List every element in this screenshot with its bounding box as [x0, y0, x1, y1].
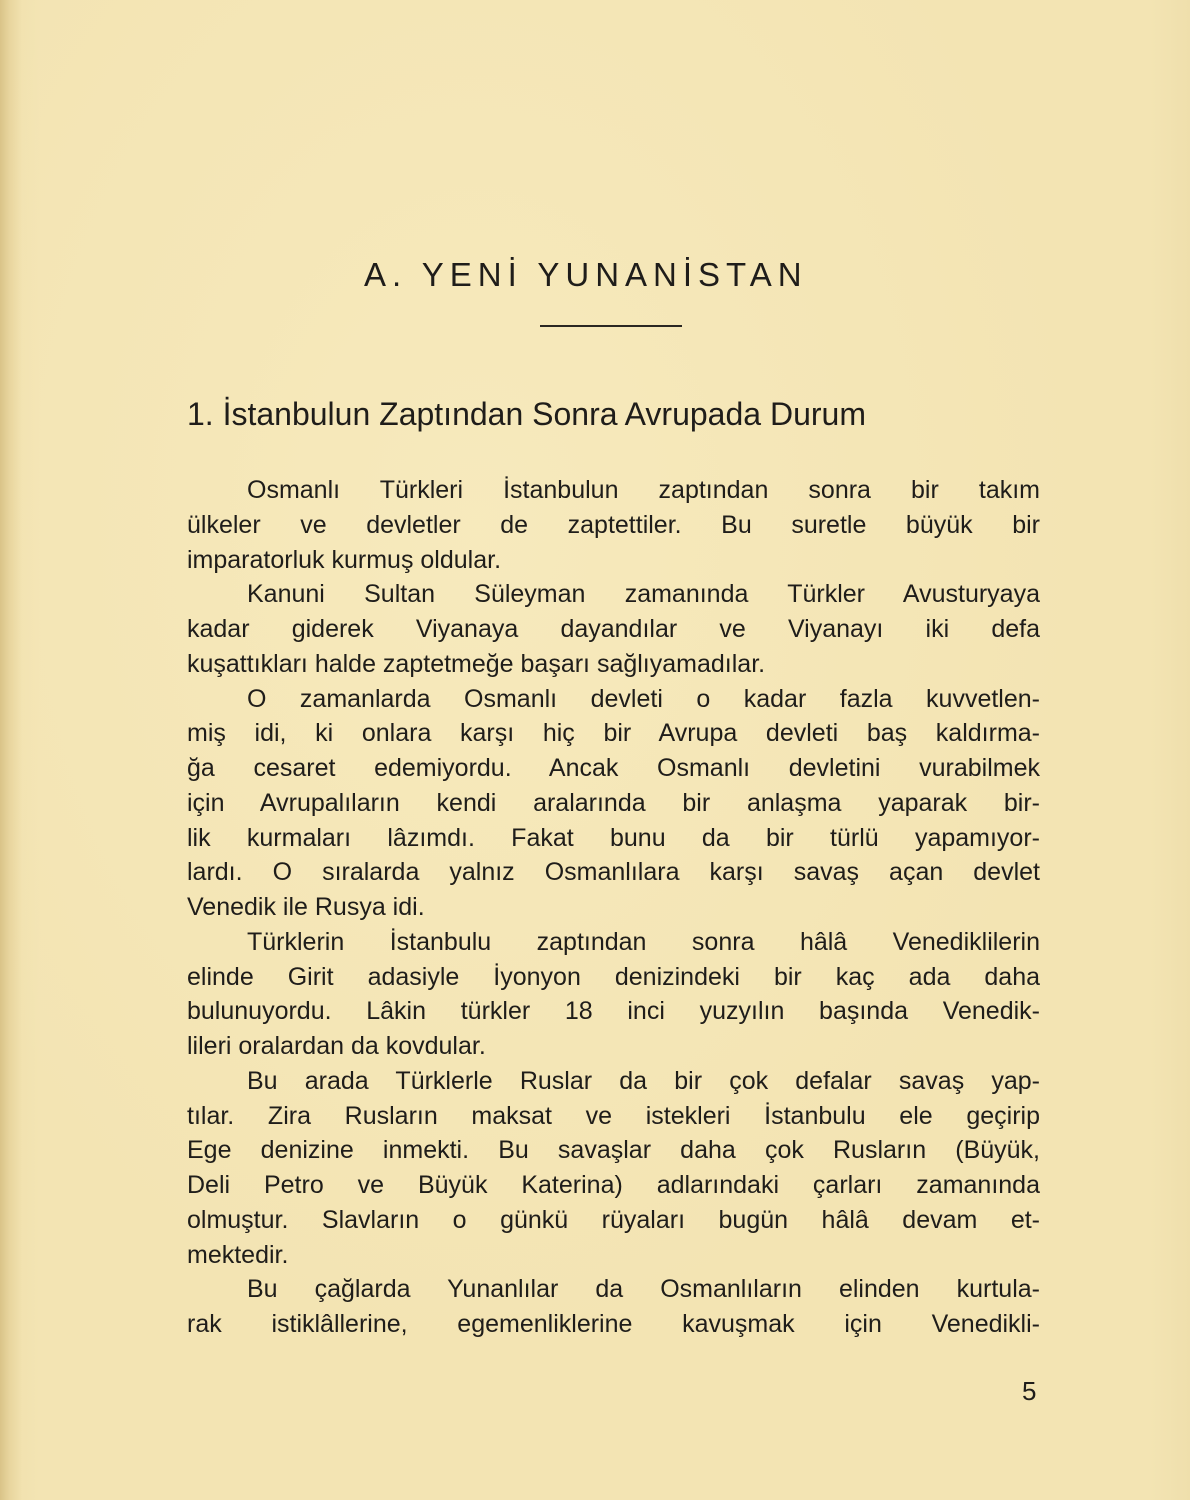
text-line: lardı. O sıralarda yalnız Osmanlılara karşı savaş açan devlet	[187, 858, 1040, 887]
text-line: elinde Girit adasiyle İyonyon denizindeki bir kaç ada daha	[187, 962, 1040, 991]
body-text	[187, 473, 1040, 1342]
text-line: olmuştur. Slavların o günkü rüyaları bugün hâlâ devam et-	[187, 1205, 1040, 1234]
text-line: bulunuyordu. Lâkin türkler 18 inci yuzyılın başında Venedik-	[187, 997, 1040, 1026]
binding-edge	[0, 0, 22, 1500]
text-line: Bu arada Türklerle Ruslar da bir çok defalar savaş yap-	[247, 1066, 1040, 1095]
text-line: O zamanlarda Osmanlı devleti o kadar fazla kuvvetlen-	[247, 684, 1040, 713]
chapter-title: A. YENİ YUNANİSTAN	[364, 256, 808, 293]
title-rule	[540, 325, 682, 327]
text-line: için Avrupalıların kendi aralarında bir anlaşma yaparak bir-	[187, 788, 1040, 817]
text-line: Osmanlı Türkleri İstanbulun zaptından sonra bir takım	[247, 476, 1040, 504]
section-heading: 1. İstanbulun Zaptından Sonra Avrupada Durum	[187, 396, 866, 432]
text-line: tılar. Zira Rusların maksat ve istekleri İstanbulu ele geçirip	[187, 1101, 1040, 1130]
text-line: lik kurmaları lâzımdı. Fakat bunu da bir türlü yapamıyor-	[187, 823, 1040, 852]
text-line: Venedik ile Rusya idi.	[187, 893, 425, 921]
text-line: Türklerin İstanbulu zaptından sonra hâlâ Venediklilerin	[247, 927, 1040, 956]
text-line: Ege denizine inmekti. Bu savaşlar daha çok Rusların (Büyük,	[187, 1136, 1040, 1165]
text-line: Kanuni Sultan Süleyman zamanında Türkler Avusturyaya	[247, 580, 1040, 609]
text-line: kadar giderek Viyanaya dayandılar ve Viyanayı iki defa	[187, 615, 1040, 643]
text-line: imparatorluk kurmuş oldular.	[187, 545, 502, 574]
text-line: lileri oralardan da kovdular.	[187, 1032, 486, 1060]
text-line: Deli Petro ve Büyük Katerina) adlarındaki çarları zamanında	[187, 1171, 1040, 1199]
text-line: ülkeler ve devletler de zaptettiler. Bu suretle büyük bir	[187, 510, 1040, 539]
text-line: kuşattıkları halde zaptetmeğe başarı sağlıyamadılar.	[187, 649, 766, 678]
text-line: mektedir.	[187, 1240, 289, 1269]
page-number: 5	[1022, 1376, 1037, 1406]
text-line: rak istiklâllerine, egemenliklerine kavuşmak için Venedikli-	[187, 1310, 1040, 1338]
text-line: miş idi, ki onlara karşı hiç bir Avrupa devleti baş kaldırma-	[187, 719, 1040, 748]
text-line: Bu çağlarda Yunanlılar da Osmanlıların elinden kurtula-	[247, 1275, 1040, 1304]
text-line: ğa cesaret edemiyordu. Ancak Osmanlı devletini vurabilmek	[187, 754, 1040, 782]
